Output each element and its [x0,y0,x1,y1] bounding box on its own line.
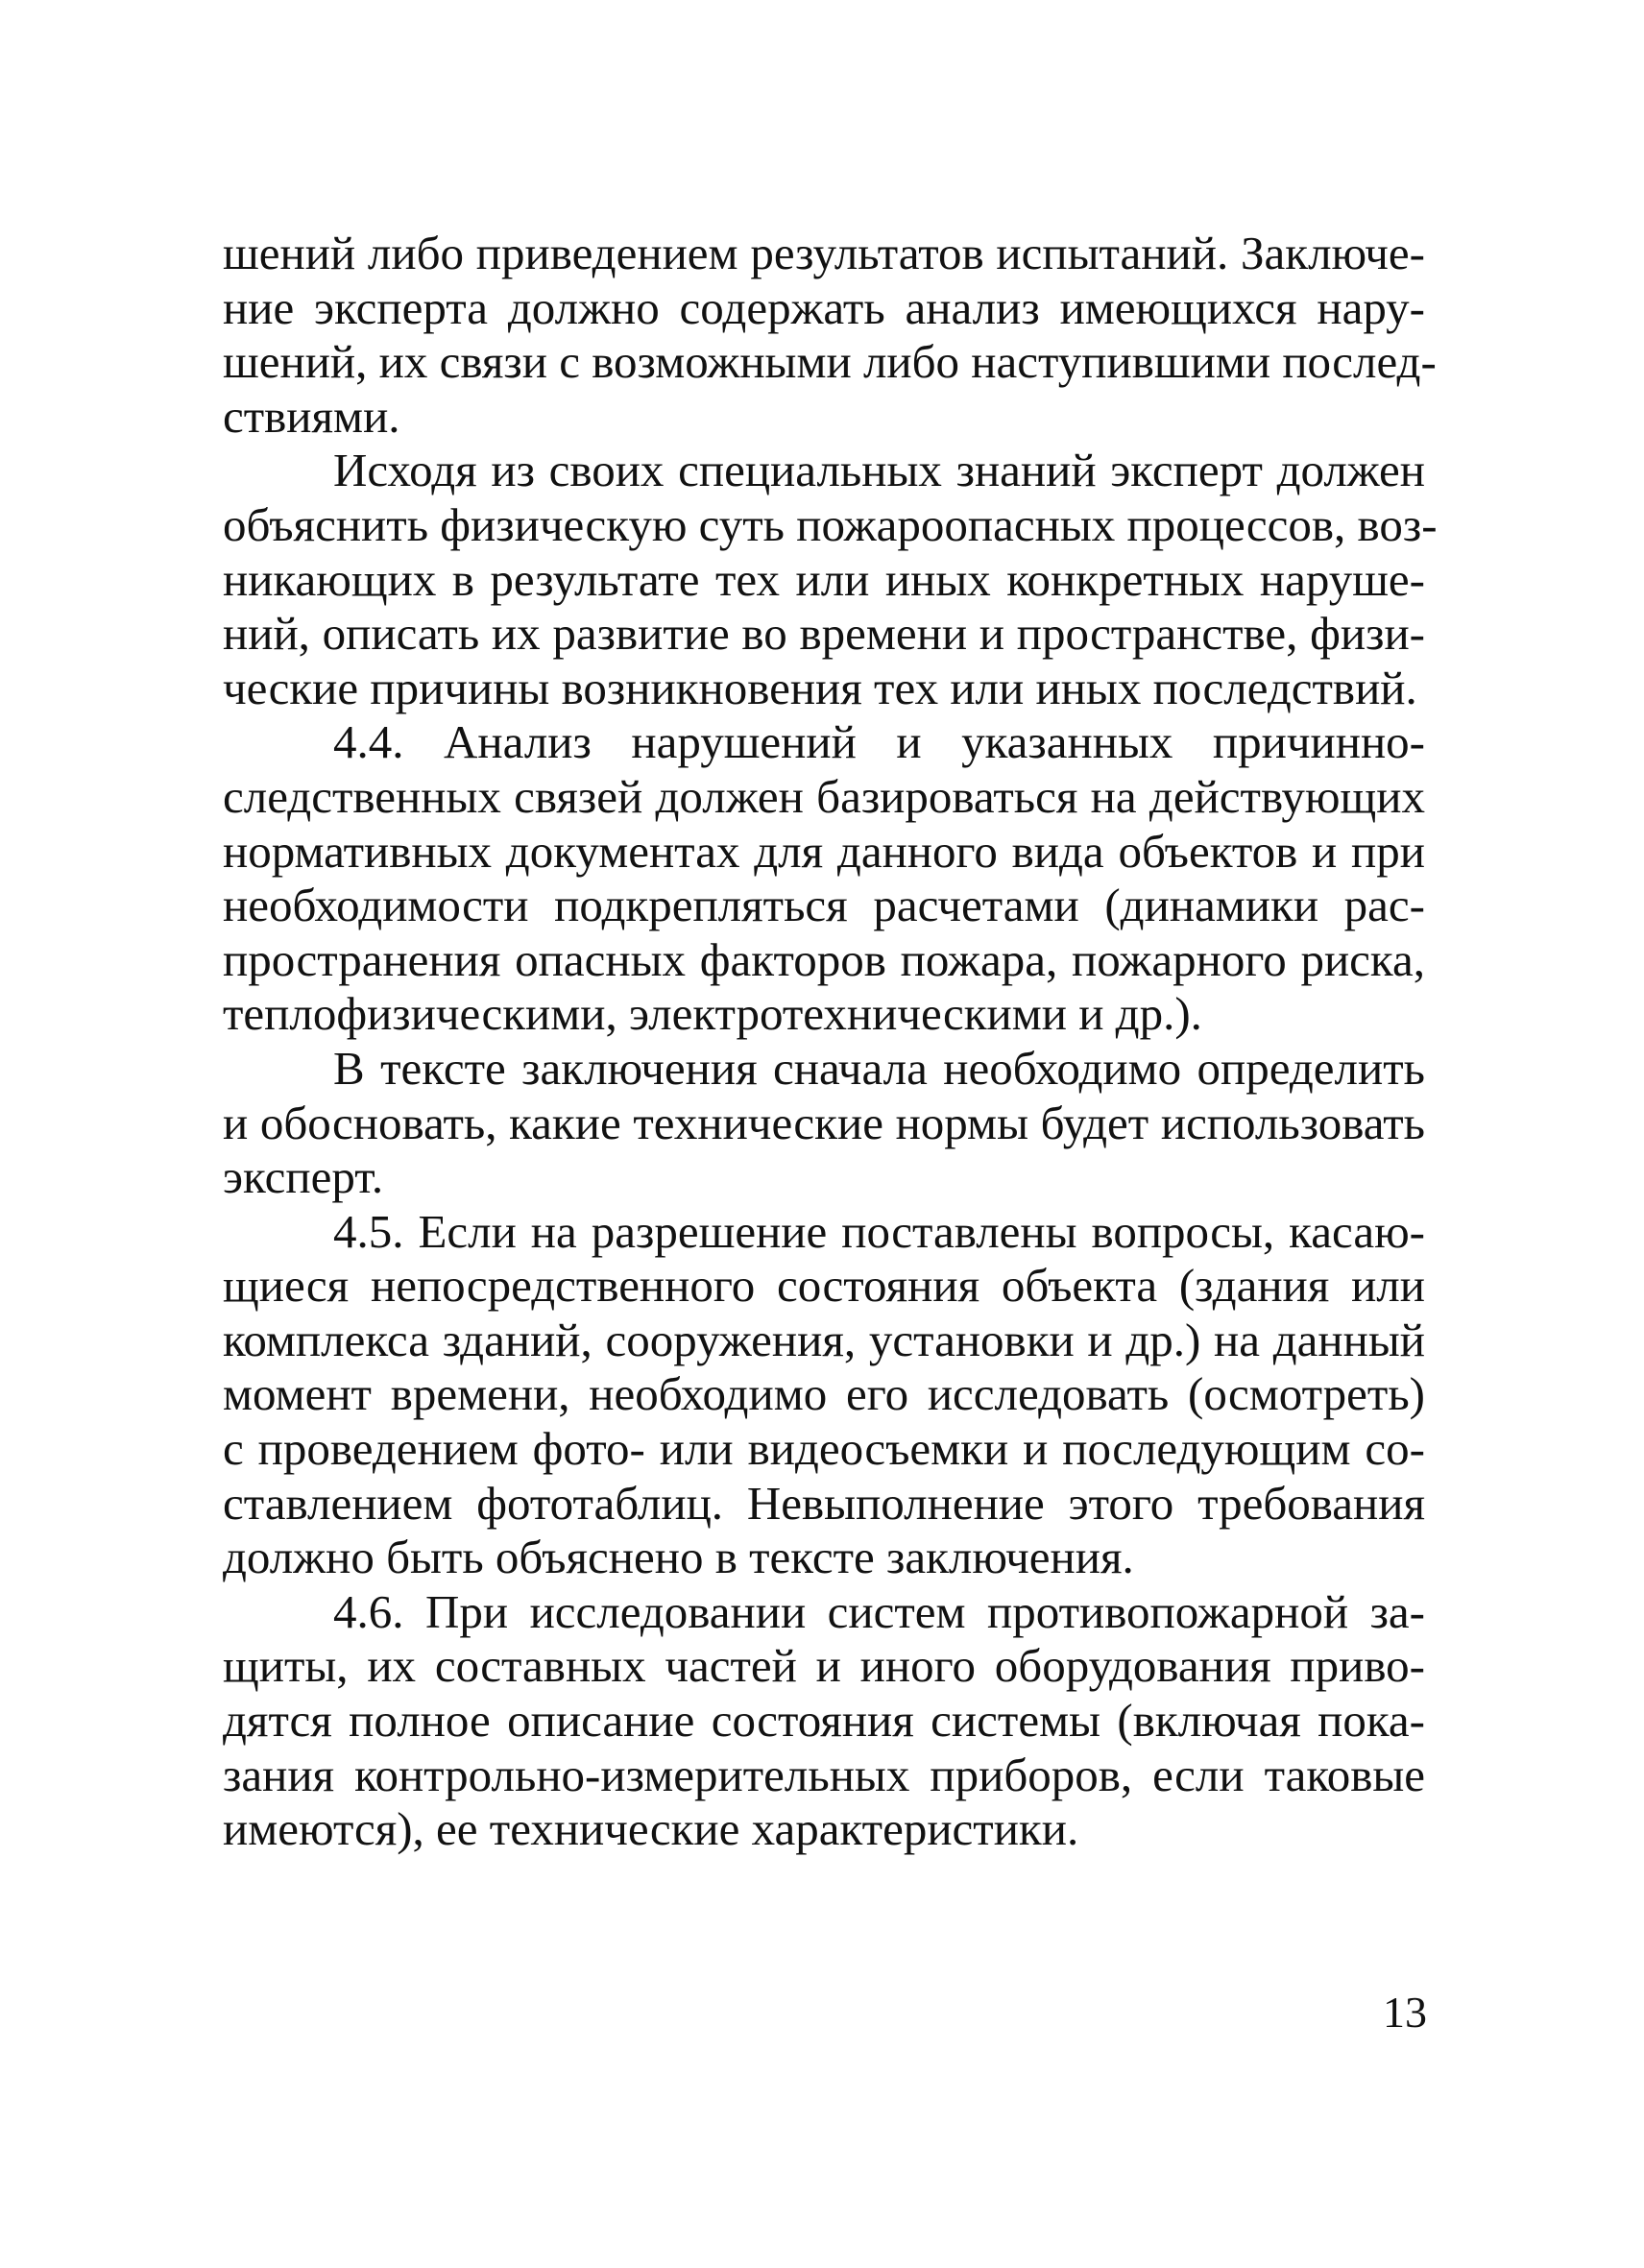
text-line: щиты, их составных частей и иного оборудования приво- [223,1639,1425,1693]
text-line: необходимости подкрепляться расчетами (динамики рас- [223,879,1425,932]
text-line: зания контрольно-измерительных приборов, если таковые [223,1748,1425,1801]
text-line: следственных связей должен базироваться на действующих [223,769,1425,823]
text-line: ствиями. [223,389,400,443]
text-line: шений либо приведением результатов испытаний. Заключе- [223,227,1425,279]
paragraph-4-5 [223,1205,1425,1585]
text-line: 4.4. Анализ нарушений и указанных причинно- [333,715,1425,769]
text-line: щиеся непосредственного состояния объекта (здания или [223,1259,1425,1313]
text-line: Исходя из своих специальных знаний эксперт должен [333,444,1425,497]
text-line: ческие причины возникновения тех или иных последствий. [223,661,1417,714]
page-number: 13 [1383,1988,1427,2037]
text-line: комплекса зданий, сооружения, установки и др.) на данный [223,1313,1425,1366]
text-line: имеются), ее технические характеристики. [223,1802,1079,1856]
text-line: должно быть объяснено в тексте заключения. [223,1531,1134,1584]
paragraph-2 [223,444,1438,715]
paragraph-4 [223,1042,1425,1205]
text-line: дятся полное описание состояния системы (включая пока- [223,1694,1425,1748]
body-text [223,227,1438,1857]
text-line: никающих в результате тех или иных конкретных наруше- [223,552,1425,606]
text-line: эксперт. [223,1150,384,1204]
text-line: объяснить физическую суть пожароопасных процессов, воз- [223,497,1438,551]
text-line: ставлением фототаблиц. Невыполнение этого требования [223,1476,1425,1530]
text-line: нормативных документах для данного вида объектов и при [223,824,1425,878]
text-line: В тексте заключения сначала необходимо определить [333,1041,1425,1095]
paragraph-4-6 [223,1585,1425,1857]
text-line: 4.6. При исследовании систем противопожарной за- [333,1584,1425,1638]
text-line: шений, их связи с возможными либо наступившими послед- [223,335,1437,389]
text-line: пространения опасных факторов пожара, пожарного риска, [223,932,1425,986]
text-line: с проведением фото- или видеосъемки и последующим со- [223,1422,1425,1476]
text-line: ний, описать их развитие во времени и пространстве, физи- [223,607,1425,661]
text-line: 4.5. Если на разрешение поставлены вопросы, касаю- [333,1204,1425,1258]
text-line: момент времени, необходимо его исследовать (осмотреть) [223,1367,1425,1421]
text-line: ние эксперта должно содержать анализ имеющихся нару- [223,280,1425,334]
text-line: теплофизическими, электротехническими и др.). [223,987,1202,1041]
paragraph-4-4 [223,715,1425,1042]
paragraph-1 [223,227,1437,444]
text-line: и обосновать, какие технические нормы будет использовать [223,1096,1425,1149]
